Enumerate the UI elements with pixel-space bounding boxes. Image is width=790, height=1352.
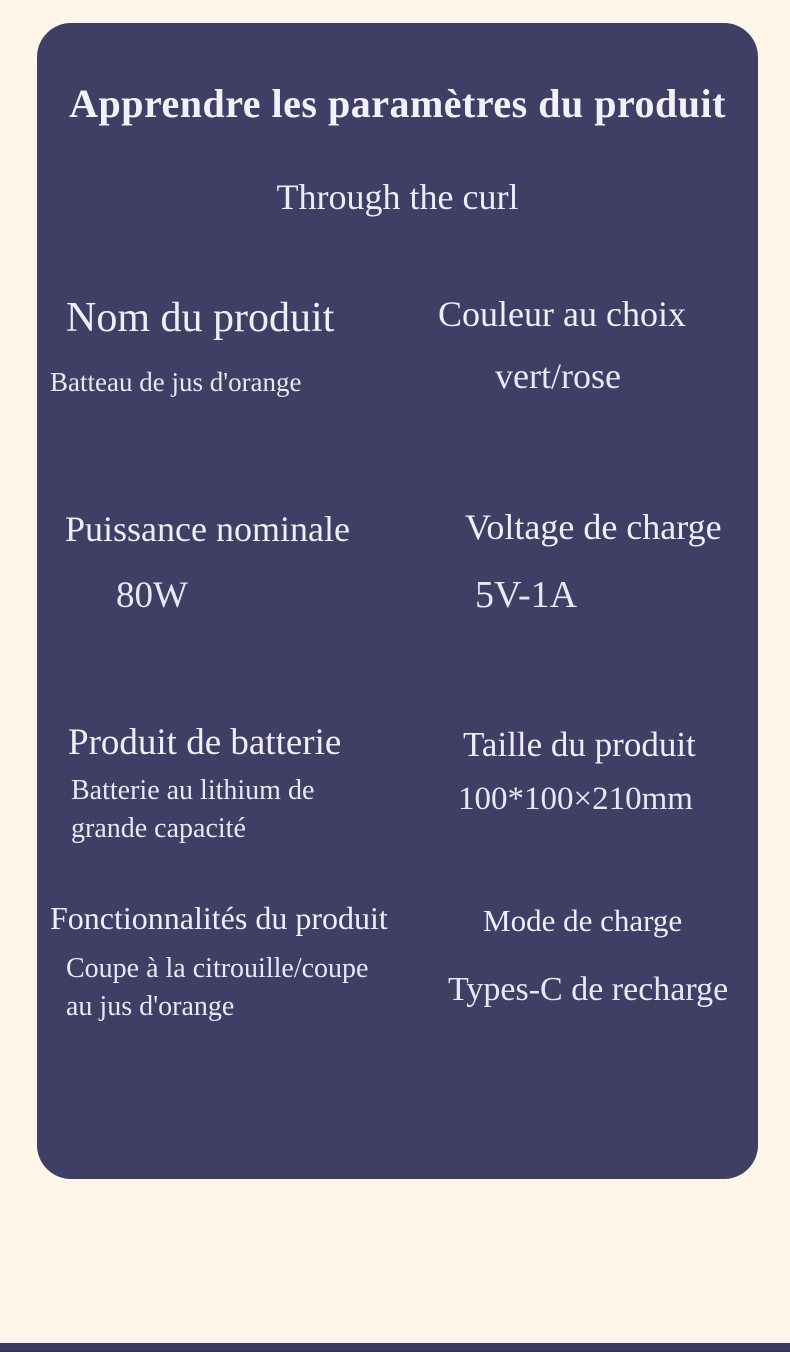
spec-label-charge-voltage: Voltage de charge	[465, 507, 722, 547]
spec-label-product-features: Fonctionnalités du produit	[50, 900, 388, 936]
spec-value-product-size: 100*100×210mm	[458, 780, 693, 817]
spec-value-color-choice: vert/rose	[495, 355, 621, 396]
spec-cell-charge-voltage	[465, 508, 722, 617]
spec-value-product-features: Coupe à la citrouille/coupe au jus d'orange	[66, 953, 369, 1023]
spec-value-battery: Batterie au lithium de grande capacité	[71, 774, 315, 844]
spec-value-rated-power: 80W	[116, 574, 188, 616]
spec-cell-product-features	[50, 901, 388, 1026]
spec-label-battery: Produit de batterie	[68, 722, 342, 763]
spec-cell-battery	[68, 723, 341, 848]
spec-label-color-choice: Couleur au choix	[438, 294, 686, 334]
spec-cell-product-name	[50, 295, 335, 398]
bottom-edge-bar	[0, 1343, 790, 1352]
product-parameters-card	[37, 23, 758, 1179]
card-title: Apprendre les paramètres du produit	[69, 81, 726, 126]
spec-label-product-size: Taille du produit	[463, 725, 696, 764]
spec-value-product-name: Batteau de jus d'orange	[50, 367, 302, 398]
spec-cell-rated-power	[65, 510, 350, 617]
spec-cell-product-size	[458, 725, 696, 818]
spec-label-product-name: Nom du produit	[66, 295, 335, 341]
spec-value-charge-voltage: 5V-1A	[475, 573, 578, 616]
card-subtitle: Through the curl	[276, 177, 519, 217]
spec-cell-color-choice	[438, 295, 686, 397]
spec-label-rated-power: Puissance nominale	[65, 509, 350, 549]
spec-label-charge-mode: Mode de charge	[483, 903, 683, 938]
spec-cell-charge-mode	[448, 903, 729, 1009]
spec-value-charge-mode: Types-C de recharge	[448, 971, 729, 1009]
